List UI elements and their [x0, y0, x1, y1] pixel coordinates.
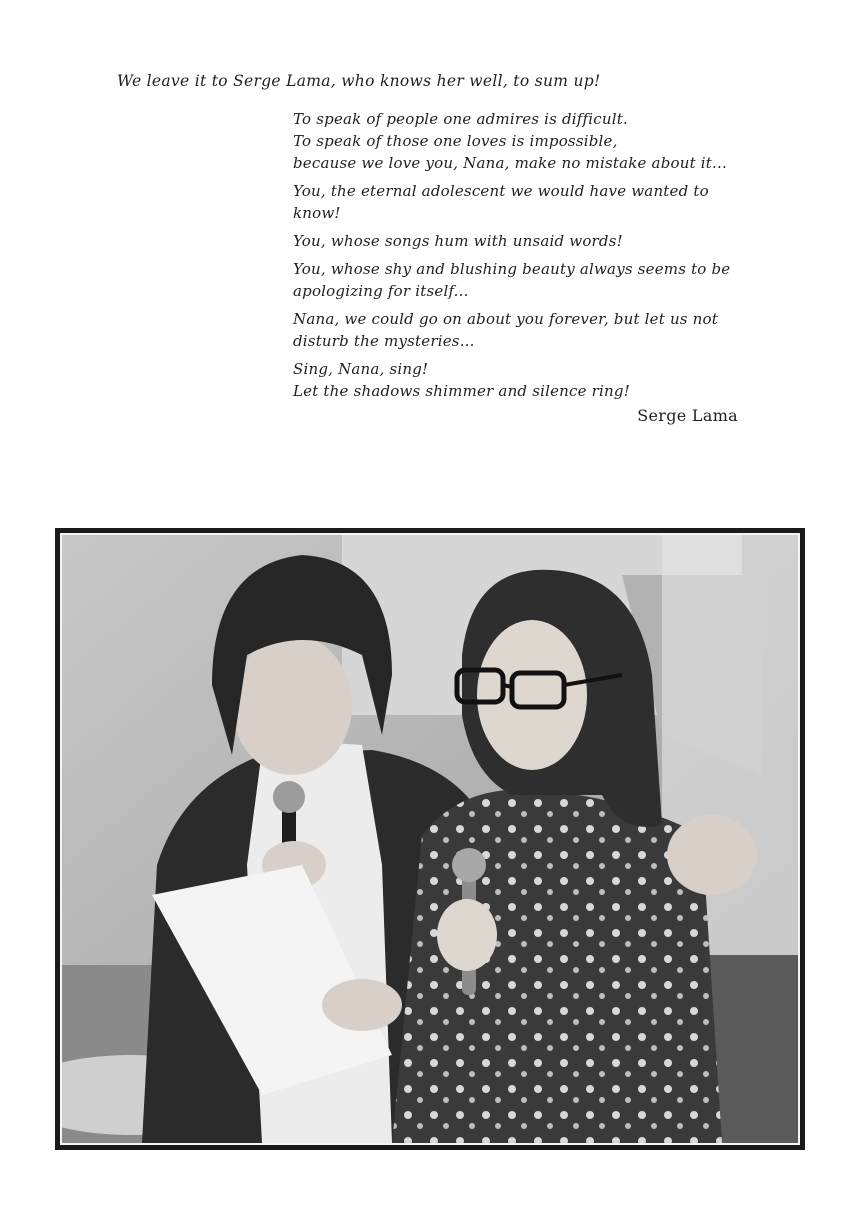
photo — [60, 533, 800, 1145]
photo-frame — [55, 528, 805, 1150]
quote-stanza-5: Nana, we could go on about you forever, but let us not disturb the mysteries... — [293, 310, 718, 350]
quote-stanza-6: Sing, Nana, sing! Let the shadows shimmer and silence ring! — [293, 360, 630, 400]
quote-stanza-1: To speak of people one admires is difficult. To speak of those one loves is impossible, because we love you, Nana, make no mistake about it... — [293, 110, 727, 172]
quote-stanza-3: You, whose songs hum with unsaid words! — [293, 232, 623, 250]
photo-illustration — [62, 535, 798, 1143]
quote-stanza-2: You, the eternal adolescent we would have wanted to know! — [293, 182, 709, 222]
quote-signature: Serge Lama — [637, 406, 738, 425]
quote-stanza-4: You, whose shy and blushing beauty always seems to be apologizing for itself... — [293, 260, 731, 300]
quote-block — [293, 108, 753, 408]
intro-text: We leave it to Serge Lama, who knows her well, to sum up! — [117, 72, 601, 90]
